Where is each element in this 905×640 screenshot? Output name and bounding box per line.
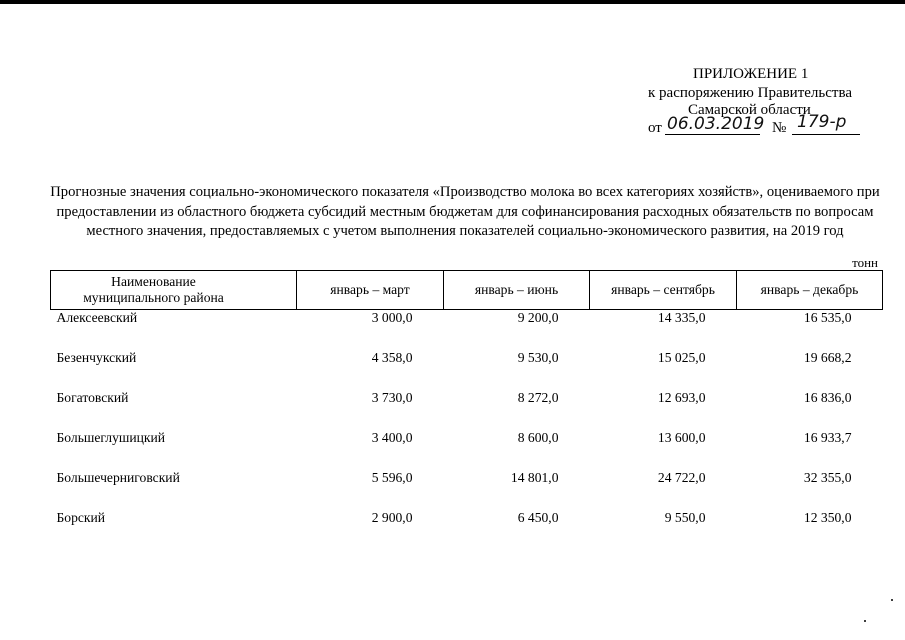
value-q1: 2 900,0 — [371, 510, 413, 525]
value-year: 16 933,7 — [803, 430, 852, 445]
value-h1: 8 600,0 — [517, 430, 559, 445]
column-header-district — [51, 271, 297, 310]
value-9m: 15 025,0 — [657, 350, 706, 365]
document-title: Прогнозные значения социально-экономического показателя «Производство молока во всех категориях хозяйств», оцениваемого при предоставлении из областного бюджета субсидий местным бюджетам для софинансирования расходных обязательств по вопросам местного значения, предоставляемых с учетом выполнения показателей социально-экономического развития, на 2019 год — [50, 184, 880, 239]
value-h1: 14 801,0 — [510, 470, 559, 485]
number-underline — [792, 134, 860, 135]
value-q1: 4 358,0 — [371, 350, 413, 365]
value-year: 19 668,2 — [803, 350, 852, 365]
district-name: Большеглушицкий — [56, 430, 166, 445]
number-sign: № — [772, 120, 787, 136]
value-h1: 9 200,0 — [517, 310, 559, 325]
value-q1: 3 000,0 — [371, 310, 413, 325]
value-h1: 8 272,0 — [517, 390, 559, 405]
value-9m: 13 600,0 — [657, 430, 706, 445]
district-name: Алексеевский — [56, 310, 138, 325]
column-header-h1: январь – июнь — [444, 271, 590, 310]
value-q1: 5 596,0 — [371, 470, 413, 485]
value-9m: 14 335,0 — [657, 310, 706, 325]
table-row — [51, 390, 883, 430]
value-9m: 24 722,0 — [657, 470, 706, 485]
handwritten-date: 06.03.2019 — [667, 114, 765, 134]
unit-label: тонн — [852, 255, 878, 270]
value-h1: 9 530,0 — [517, 350, 559, 365]
district-name: Большечерниговский — [56, 470, 180, 485]
district-name: Богатовский — [56, 390, 129, 405]
value-q1: 3 400,0 — [371, 430, 413, 445]
value-h1: 6 450,0 — [517, 510, 559, 525]
value-q1: 3 730,0 — [371, 390, 413, 405]
appendix-title: ПРИЛОЖЕНИЕ 1 — [693, 66, 809, 82]
appendix-region-line: Самарской области — [688, 102, 811, 118]
handwritten-number: 179-р — [797, 112, 847, 132]
value-year: 32 355,0 — [803, 470, 852, 485]
column-header-9m: январь – сентябрь — [590, 271, 737, 310]
column-header-year: январь – декабрь — [737, 271, 883, 310]
table-row — [51, 510, 883, 550]
table-row — [51, 310, 883, 351]
table-header-row — [51, 271, 883, 310]
table-row — [51, 350, 883, 390]
district-name: Безенчукский — [56, 350, 137, 365]
value-9m: 12 693,0 — [657, 390, 706, 405]
appendix-order-line: к распоряжению Правительства — [648, 85, 853, 101]
value-9m: 9 550,0 — [664, 510, 706, 525]
column-header-label: Наименование муниципального района — [83, 274, 224, 305]
date-underline — [665, 134, 760, 135]
scan-speck — [891, 599, 893, 601]
district-name: Борский — [56, 510, 106, 525]
table-row — [51, 470, 883, 510]
value-year: 16 535,0 — [803, 310, 852, 325]
column-header-q1: январь – март — [297, 271, 444, 310]
indicator-table — [50, 270, 883, 550]
value-year: 12 350,0 — [803, 510, 852, 525]
scan-top-edge — [0, 0, 905, 4]
table-row — [51, 430, 883, 470]
scan-speck — [864, 620, 866, 622]
date-prefix: от — [648, 120, 662, 136]
value-year: 16 836,0 — [803, 390, 852, 405]
